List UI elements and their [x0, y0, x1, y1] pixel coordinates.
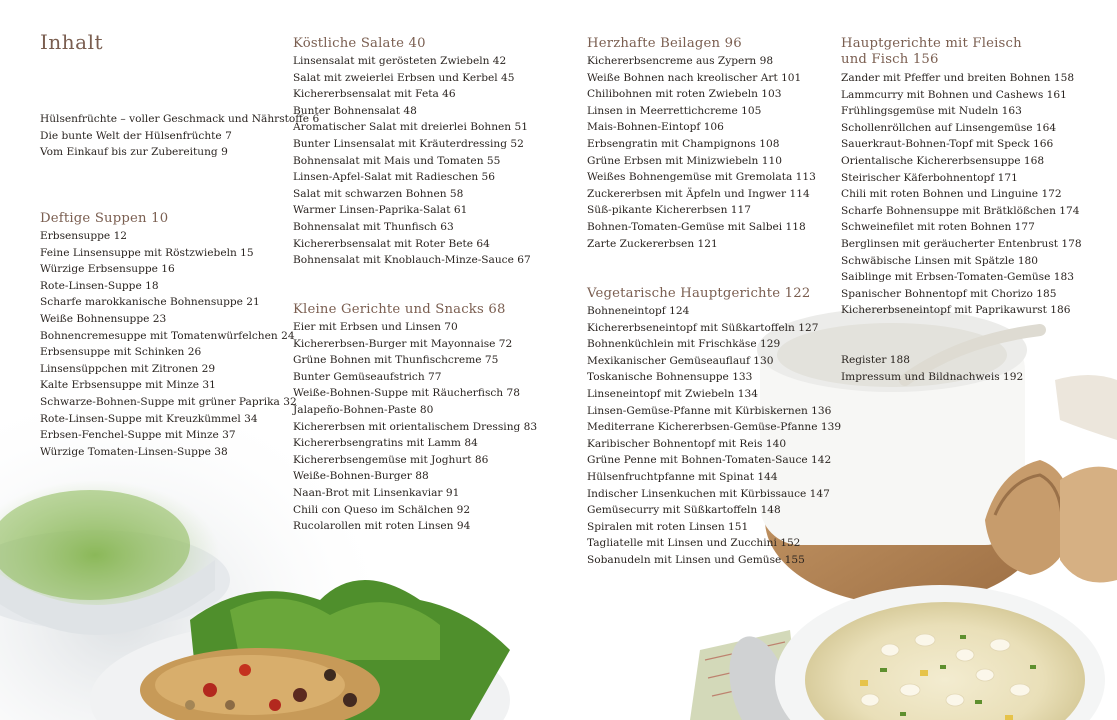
suppen-list	[40, 228, 297, 460]
toc-entry[interactable]: Indischer Linsenkuchen mit Kürbissauce 147	[587, 487, 830, 500]
intro-item[interactable]: Hülsenfrüchte – voller Geschmack und Nährstoffe 6	[40, 113, 320, 125]
section-page: 10	[151, 211, 169, 226]
toc-entry[interactable]: Sauerkraut-Bohnen-Topf mit Speck 166	[841, 138, 1054, 151]
toc-entry[interactable]: Tagliatelle mit Linsen und Zucchini 152	[587, 537, 801, 550]
toc-entry[interactable]: Linsen-Gemüse-Pfanne mit Kürbiskernen 136	[587, 404, 832, 417]
toc-entry[interactable]: Rucolarollen mit roten Linsen 94	[293, 520, 471, 533]
section-heading-salate[interactable]	[293, 36, 426, 52]
toc-entry[interactable]: Kichererbsencreme aus Zypern 98	[587, 55, 774, 67]
fleisch-list	[841, 70, 1082, 319]
toc-entry[interactable]: Salat mit schwarzen Bohnen 58	[293, 187, 464, 200]
toc-entry[interactable]: Mexikanischer Gemüseauflauf 130	[587, 354, 774, 367]
section-title: Kleine Gerichte und Snacks	[293, 302, 484, 317]
toc-entry[interactable]: Eier mit Erbsen und Linsen 70	[293, 321, 458, 333]
toc-entry[interactable]: Rote-Linsen-Suppe mit Kreuzkümmel 34	[40, 412, 258, 425]
section-page: 68	[488, 302, 506, 317]
toc-entry[interactable]: Frühlingsgemüse mit Nudeln 163	[841, 105, 1022, 118]
toc-entry[interactable]: Weiße-Bohnen-Burger 88	[293, 470, 429, 483]
section-page: 96	[724, 36, 742, 51]
toc-entry[interactable]: Aromatischer Salat mit dreierlei Bohnen 51	[293, 121, 528, 134]
toc-entry[interactable]: Kichererbseneintopf mit Süßkartoffeln 127	[587, 321, 819, 334]
toc-entry[interactable]: Grüne Bohnen mit Thunfischcreme 75	[293, 354, 499, 367]
section-title: Deftige Suppen	[40, 211, 147, 226]
toc-entry[interactable]: Bohnenküchlein mit Frischkäse 129	[587, 338, 781, 351]
section-title-line2: und Fisch	[841, 52, 909, 67]
toc-entry[interactable]: Weiße Bohnensuppe 23	[40, 312, 167, 325]
section-title-line1: Hauptgerichte mit Fleisch	[841, 36, 1022, 51]
section-heading-suppen[interactable]	[40, 211, 168, 227]
toc-entry[interactable]: Bohnensalat mit Mais und Tomaten 55	[293, 154, 501, 167]
section-heading-kleine[interactable]	[293, 302, 506, 318]
toc-entry[interactable]: Gemüsecurry mit Süßkartoffeln 148	[587, 504, 781, 517]
toc-entry[interactable]: Chili con Queso im Schälchen 92	[293, 503, 471, 516]
section-page: 122	[784, 286, 811, 301]
toc-entry[interactable]: Feine Linsensuppe mit Röstzwiebeln 15	[40, 246, 254, 259]
toc-entry[interactable]: Orientalische Kichererbsensuppe 168	[841, 154, 1045, 167]
toc-entry[interactable]: Schwarze-Bohnen-Suppe mit grüner Paprika 32	[40, 395, 297, 408]
appendix-list	[841, 352, 1023, 385]
toc-entry[interactable]: Schweinefilet mit roten Bohnen 177	[841, 221, 1035, 234]
toc-entry[interactable]: Schwäbische Linsen mit Spätzle 180	[841, 254, 1039, 267]
toc-entry[interactable]: Berglinsen mit geräucherter Entenbrust 178	[841, 237, 1082, 250]
toc-entry[interactable]: Kichererbsengratins mit Lamm 84	[293, 437, 478, 450]
intro-item[interactable]: Vom Einkauf bis zur Zubereitung 9	[40, 146, 228, 159]
appendix-entry[interactable]: Register 188	[841, 354, 911, 366]
appendix-entry[interactable]: Impressum und Bildnachweis 192	[841, 370, 1024, 383]
toc-entry[interactable]: Jalapeño-Bohnen-Paste 80	[293, 403, 434, 416]
toc-entry[interactable]: Naan-Brot mit Linsenkaviar 91	[293, 486, 460, 499]
toc-entry[interactable]: Schollenröllchen auf Linsengemüse 164	[841, 121, 1057, 134]
bean-soup-image	[690, 585, 1105, 720]
toc-entry[interactable]: Steirischer Käferbohnentopf 171	[841, 171, 1018, 184]
vegetarisch-list	[587, 303, 841, 569]
section-page: 40	[408, 36, 426, 51]
toc-entry[interactable]: Erbsengratin mit Champignons 108	[587, 137, 780, 150]
toc-entry[interactable]: Bunter Linsensalat mit Kräuterdressing 52	[293, 137, 524, 150]
toc-entry[interactable]: Grüne Erbsen mit Minizwiebeln 110	[587, 154, 782, 167]
toc-entry[interactable]: Erbsensuppe mit Schinken 26	[40, 346, 202, 359]
toc-entry[interactable]: Rote-Linsen-Suppe 18	[40, 279, 159, 292]
salate-list	[293, 53, 531, 269]
beilagen-list	[587, 53, 816, 252]
toc-entry[interactable]: Kichererbsen-Burger mit Mayonnaise 72	[293, 337, 513, 350]
toc-entry[interactable]: Bunter Bohnensalat 48	[293, 104, 417, 117]
toc-entry[interactable]: Bohnencremesuppe mit Tomatenwürfelchen 24	[40, 329, 295, 342]
toc-entry[interactable]: Weiße-Bohnen-Suppe mit Räucherfisch 78	[293, 387, 520, 400]
toc-entry[interactable]: Zuckererbsen mit Äpfeln und Ingwer 114	[587, 187, 810, 200]
toc-entry[interactable]: Kichererbsensalat mit Roter Bete 64	[293, 237, 490, 250]
toc-entry[interactable]: Spanischer Bohnentopf mit Chorizo 185	[841, 287, 1057, 300]
toc-entry[interactable]: Sobanudeln mit Linsen und Gemüse 155	[587, 553, 805, 566]
toc-entry[interactable]: Würzige Tomaten-Linsen-Suppe 38	[40, 445, 228, 458]
section-heading-fleisch[interactable]	[841, 36, 1022, 68]
toc-entry[interactable]: Weiße Bohnen nach kreolischer Art 101	[587, 71, 802, 84]
intro-list	[40, 111, 320, 161]
toc-entry[interactable]: Würzige Erbsensuppe 16	[40, 263, 175, 276]
toc-entry[interactable]: Salat mit zweierlei Erbsen und Kerbel 45	[293, 71, 515, 84]
toc-entry[interactable]: Zarte Zuckererbsen 121	[587, 237, 718, 250]
section-title: Vegetarische Hauptgerichte	[587, 286, 781, 301]
section-title: Herzhafte Beilagen	[587, 36, 721, 51]
toc-entry[interactable]: Chilibohnen mit roten Zwiebeln 103	[587, 88, 782, 101]
toc-entry[interactable]: Mediterrane Kichererbsen-Gemüse-Pfanne 139	[587, 421, 842, 434]
toc-entry[interactable]: Bunter Gemüseaufstrich 77	[293, 370, 442, 383]
toc-entry[interactable]: Linsensalat mit gerösteten Zwiebeln 42	[293, 55, 507, 67]
toc-entry[interactable]: Bohnensalat mit Knoblauch-Minze-Sauce 67	[293, 254, 531, 267]
toc-entry[interactable]: Toskanische Bohnensuppe 133	[587, 371, 753, 384]
toc-entry[interactable]: Zander mit Pfeffer und breiten Bohnen 158	[841, 72, 1075, 84]
toc-entry[interactable]: Kalte Erbsensuppe mit Minze 31	[40, 379, 216, 392]
toc-entry[interactable]: Linsen-Apfel-Salat mit Radieschen 56	[293, 171, 496, 184]
toc-entry[interactable]: Kichererbsengemüse mit Joghurt 86	[293, 453, 489, 466]
toc-entry[interactable]: Erbsen-Fenchel-Suppe mit Minze 37	[40, 429, 236, 442]
toc-entry[interactable]: Spiralen mit roten Linsen 151	[587, 520, 749, 533]
toc-entry[interactable]: Linsen in Meerrettichcreme 105	[587, 104, 762, 117]
toc-entry[interactable]: Scharfe Bohnensuppe mit Brätklößchen 174	[841, 204, 1080, 217]
toc-entry[interactable]: Süß-pikante Kichererbsen 117	[587, 204, 751, 217]
toc-entry[interactable]: Bohnensalat mit Thunfisch 63	[293, 220, 454, 233]
intro-item[interactable]: Die bunte Welt der Hülsenfrüchte 7	[40, 129, 232, 142]
toc-entry[interactable]: Karibischer Bohnentopf mit Reis 140	[587, 437, 787, 450]
toc-entry[interactable]: Bohneneintopf 124	[587, 305, 690, 317]
toc-entry[interactable]: Warmer Linsen-Paprika-Salat 61	[293, 204, 468, 217]
toc-entry[interactable]: Linsensüppchen mit Zitronen 29	[40, 362, 216, 375]
toc-entry[interactable]: Weißes Bohnengemüse mit Gremolata 113	[587, 171, 816, 184]
kleine-list	[293, 319, 537, 535]
section-heading-beilagen[interactable]	[587, 36, 742, 52]
toc-entry[interactable]: Erbsensuppe 12	[40, 230, 128, 242]
toc-entry[interactable]: Kichererbseneintopf mit Paprikawurst 186	[841, 304, 1071, 317]
section-title: Köstliche Salate	[293, 36, 405, 51]
toc-entry[interactable]: Kichererbsensalat mit Feta 46	[293, 88, 456, 101]
page-title: Inhalt	[40, 30, 104, 54]
toc-entry[interactable]: Bohnen-Tomaten-Gemüse mit Salbei 118	[587, 220, 806, 233]
toc-entry[interactable]: Linseneintopf mit Zwiebeln 134	[587, 387, 758, 400]
toc-entry[interactable]: Chili mit roten Bohnen und Linguine 172	[841, 188, 1062, 201]
toc-entry[interactable]: Kichererbsen mit orientalischem Dressing 83	[293, 420, 538, 433]
section-page: 156	[912, 52, 939, 67]
section-heading-vegetarisch[interactable]	[587, 286, 810, 302]
toc-entry[interactable]: Saiblinge mit Erbsen-Tomaten-Gemüse 183	[841, 271, 1074, 284]
toc-entry[interactable]: Lammcurry mit Bohnen und Cashews 161	[841, 88, 1067, 101]
toc-entry[interactable]: Grüne Penne mit Bohnen-Tomaten-Sauce 142	[587, 454, 832, 467]
toc-entry[interactable]: Hülsenfruchtpfanne mit Spinat 144	[587, 470, 778, 483]
toc-entry[interactable]: Mais-Bohnen-Eintopf 106	[587, 121, 724, 134]
toc-entry[interactable]: Scharfe marokkanische Bohnensuppe 21	[40, 296, 260, 309]
